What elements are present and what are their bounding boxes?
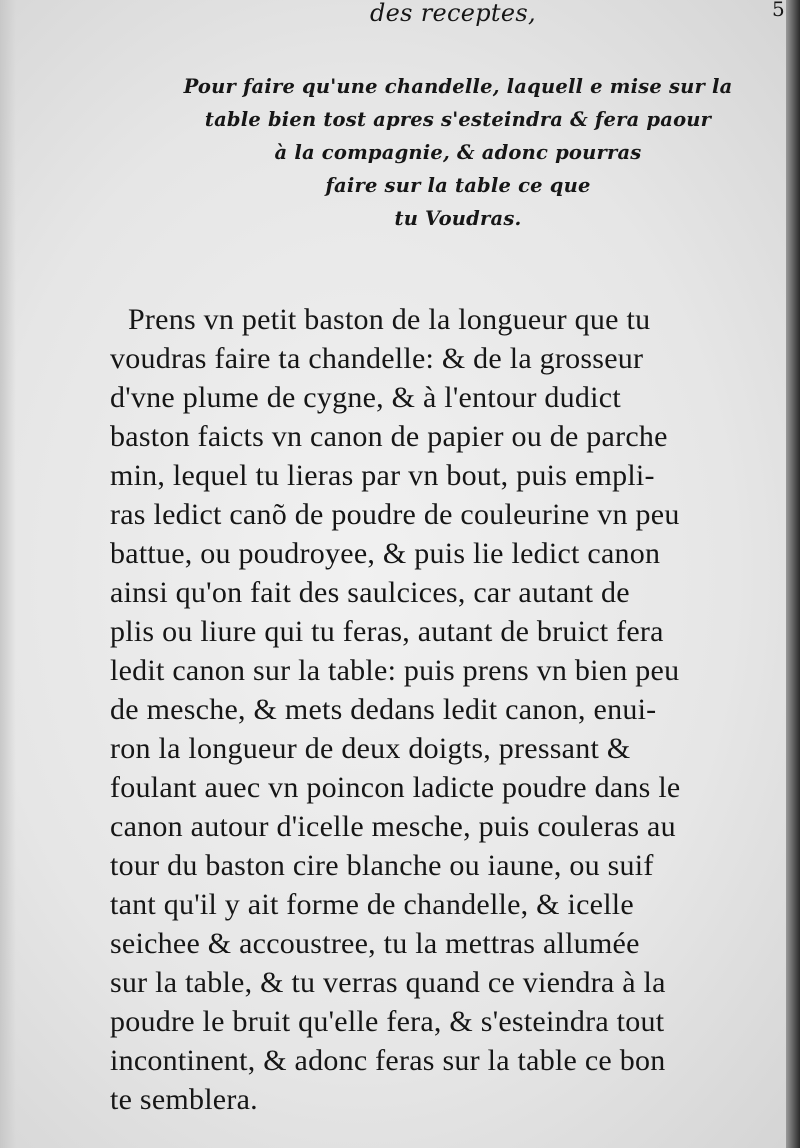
heading-line: à la compagnie, & adonc pourras — [274, 141, 642, 164]
body-line: plis ou liure qui tu feras, autant de bruict fera — [110, 615, 664, 648]
body-line: tant qu'il y ait forme de chandelle, & icelle — [110, 888, 634, 921]
body-line: ras ledict canõ de poudre de couleurine vn peu — [110, 498, 680, 531]
body-line: min, lequel tu lieras par vn bout, puis empli- — [110, 459, 655, 492]
body-line: ron la longueur de deux doigts, pressant & — [110, 732, 631, 765]
body-line: te semblera. — [110, 1083, 258, 1116]
body-line: baston faicts vn canon de papier ou de parche — [110, 420, 668, 453]
heading-line: Pour faire qu'une chandelle, laquell e mise sur la — [183, 75, 733, 98]
body-line: de mesche, & mets dedans ledit canon, enui- — [110, 693, 657, 726]
body-line: battue, ou poudroyee, & puis lie ledict canon — [110, 537, 661, 570]
body-line: d'vne plume de cygne, & à l'entour dudict — [110, 381, 621, 414]
body-line: foulant auec vn poincon ladicte poudre dans le — [110, 771, 681, 804]
body-line: sur la table, & tu verras quand ce viendra à la — [110, 966, 666, 999]
heading-line: table bien tost apres s'esteindra & fera paour — [204, 108, 712, 131]
body-line: seichee & accoustree, tu la mettras allumée — [110, 927, 640, 960]
body-line: poudre le bruit qu'elle fera, & s'esteindra tout — [110, 1005, 665, 1038]
body-line: ainsi qu'on fait des saulcices, car autant de — [110, 576, 630, 609]
body-line: tour du baston cire blanche ou iaune, ou suif — [110, 849, 654, 882]
body-line: canon autour d'icelle mesche, puis couleras au — [110, 810, 676, 843]
heading-line: tu Voudras. — [394, 207, 522, 230]
body-line: incontinent, & adonc feras sur la table ce bon — [110, 1044, 666, 1077]
page-number: 5 — [772, 0, 785, 21]
running-head: des receptes, — [370, 0, 536, 27]
body-line: Prens vn petit baston de la longueur que tu — [128, 303, 651, 336]
heading-line: faire sur la table ce que — [325, 174, 591, 197]
body-line: voudras faire ta chandelle: & de la grosseur — [110, 342, 644, 375]
body-line: ledit canon sur la table: puis prens vn bien peu — [110, 654, 680, 687]
